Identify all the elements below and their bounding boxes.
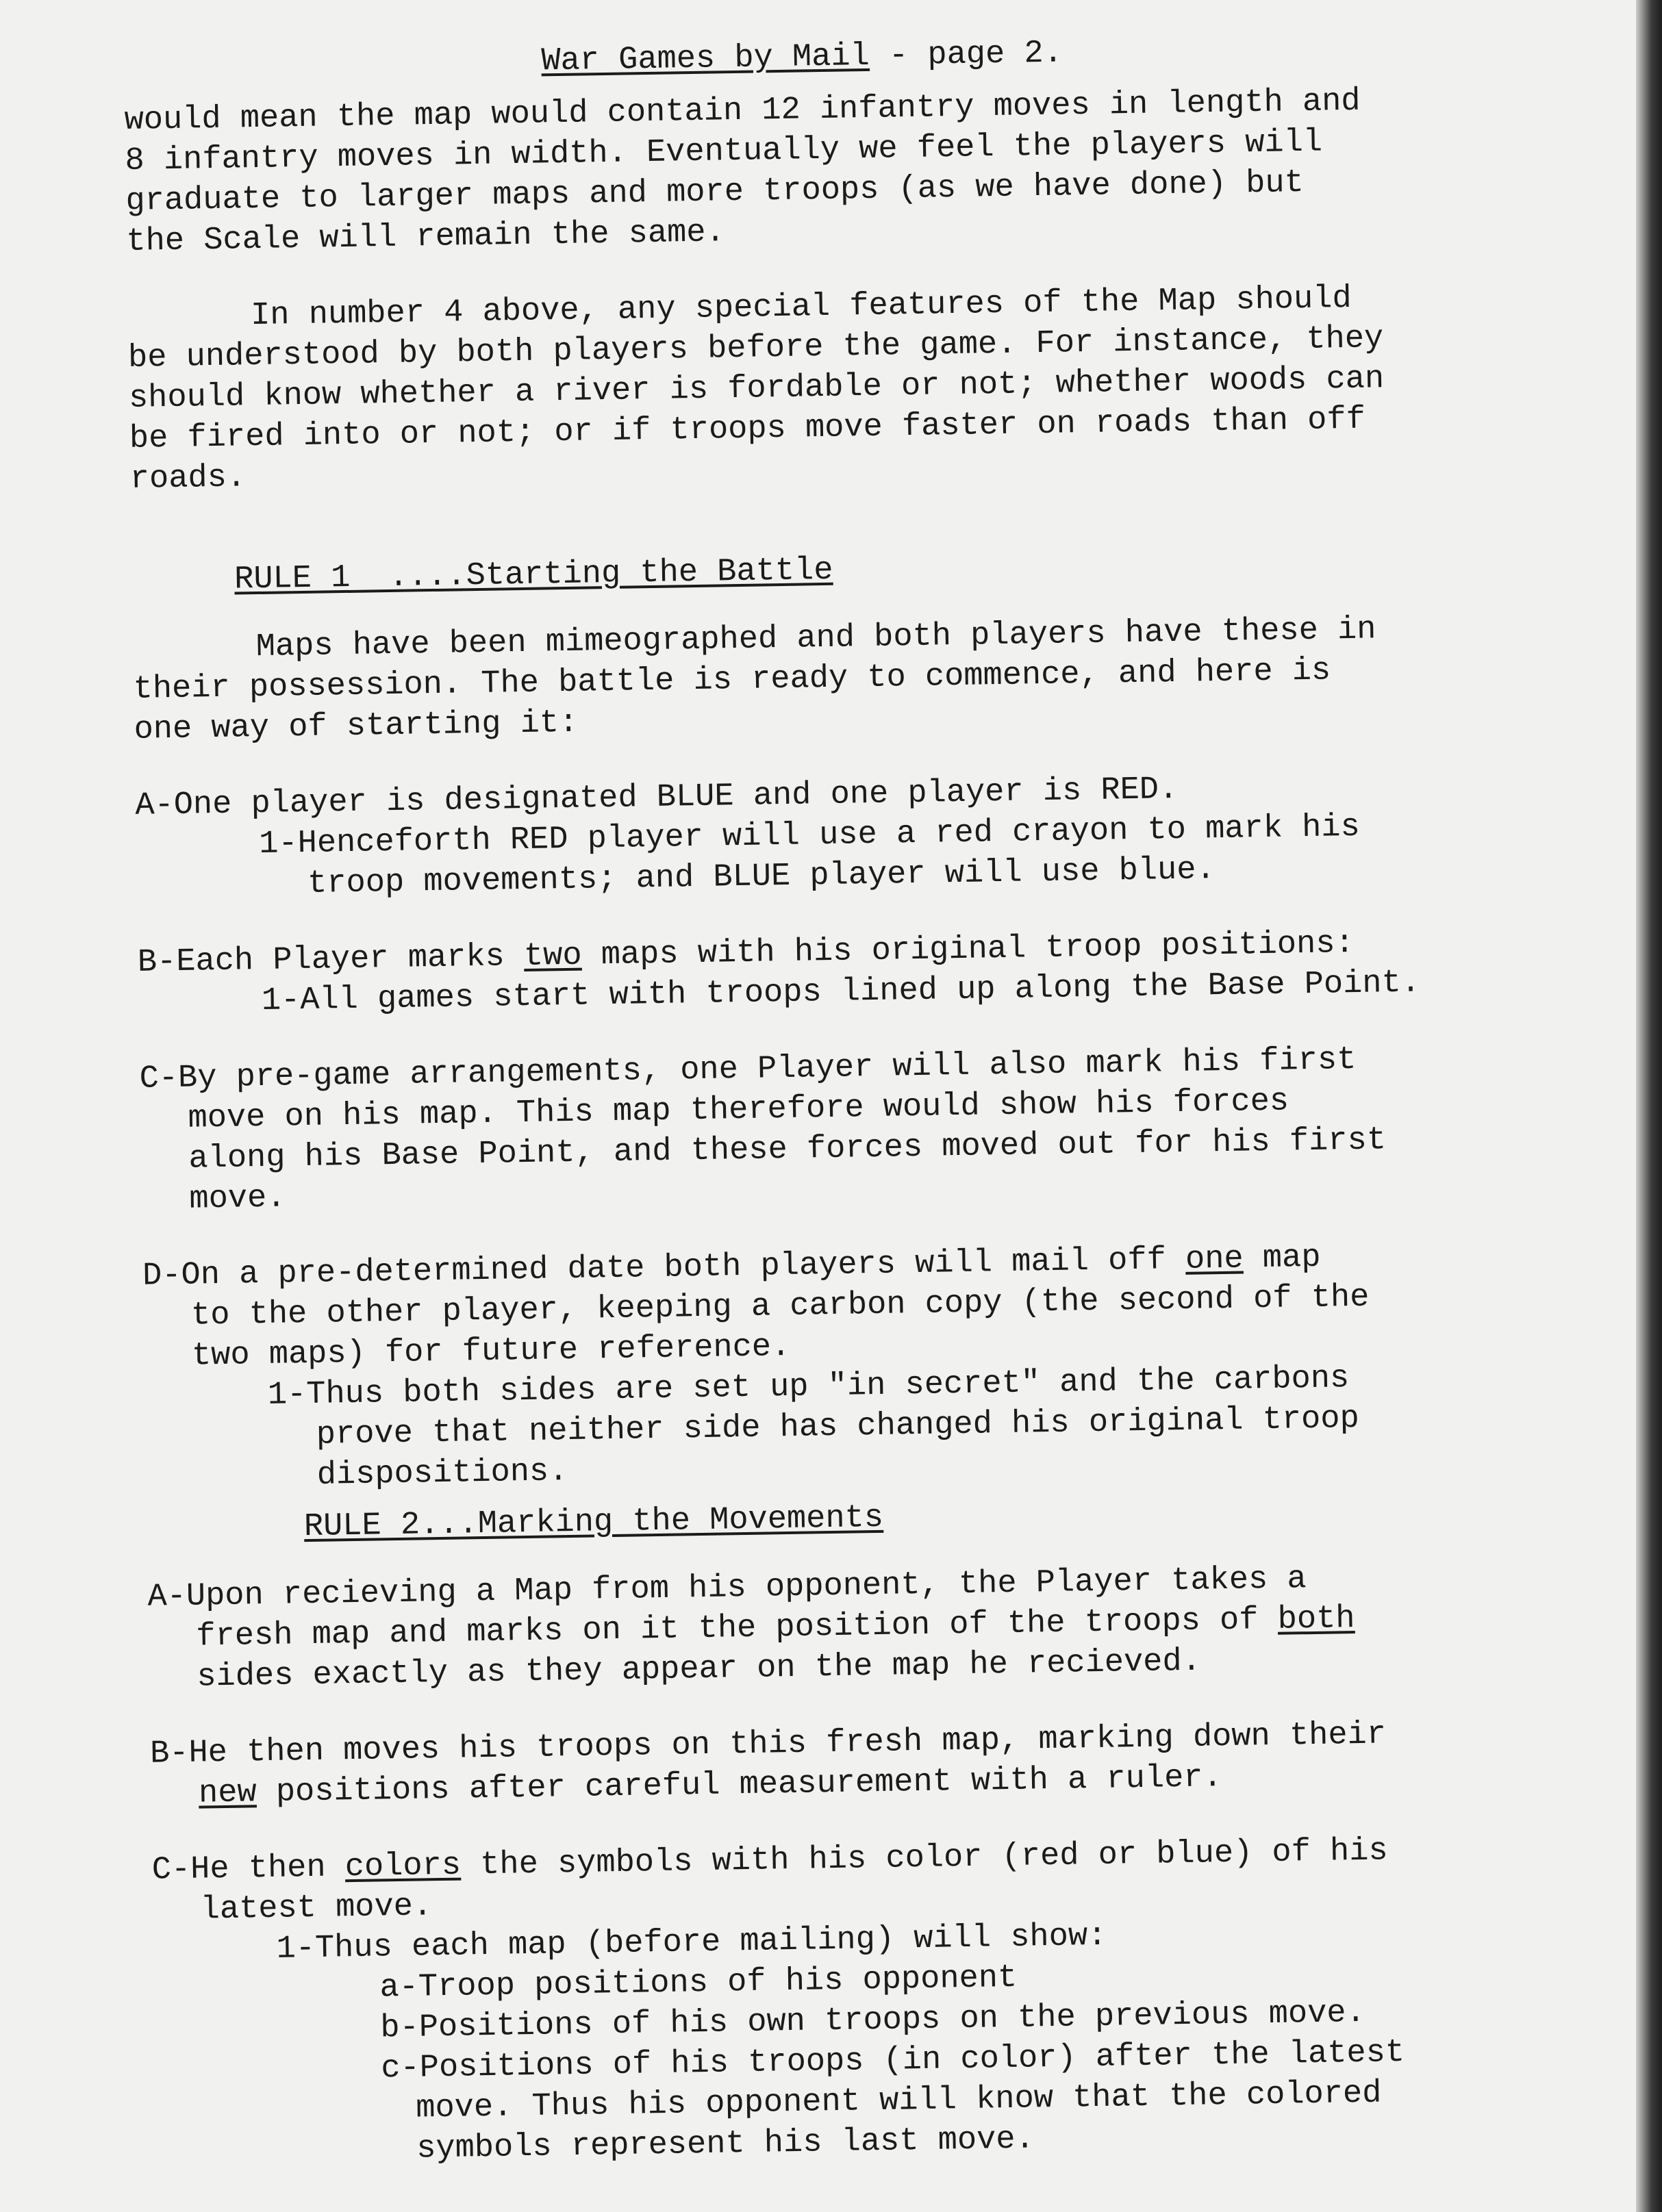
page-number: - page 2. bbox=[888, 35, 1063, 75]
text-line: symbols represent his last move. bbox=[416, 2121, 1035, 2167]
intro-paragraph-1 bbox=[124, 79, 1509, 262]
rule-2-item-b bbox=[150, 1712, 1535, 1815]
text-line: In number 4 above, any special features of the Map should bbox=[250, 280, 1352, 335]
text-line: be fired into or not; or if troops move faster on roads than off bbox=[129, 401, 1366, 457]
text-line: be understood by both players before the game. For instance, they bbox=[127, 320, 1384, 377]
text-line: move. Thus his opponent will know that the colored bbox=[415, 2075, 1382, 2127]
rule-1-heading: RULE 1 ....Starting the Battle bbox=[234, 552, 833, 598]
underlined-word: new bbox=[198, 1775, 257, 1812]
text-fragment: maps with his original troop positions: bbox=[581, 925, 1355, 974]
page-title: War Games by Mail bbox=[540, 38, 870, 80]
text-line: would mean the map would contain 12 infantry moves in length and bbox=[124, 83, 1361, 139]
text-line: prove that neither side has changed his original troop bbox=[316, 1400, 1360, 1453]
rule-1-item-a bbox=[135, 764, 1520, 907]
underlined-word: one bbox=[1185, 1241, 1244, 1278]
rule-1-item-d bbox=[142, 1234, 1529, 1499]
rule-2-item-c bbox=[151, 1829, 1539, 2174]
text-fragment: map bbox=[1243, 1239, 1321, 1277]
text-line: two maps) for future reference. bbox=[191, 1328, 791, 1375]
typed-text-block bbox=[123, 26, 1540, 2209]
text-line: A-Upon recieving a Map from his opponent, the Player takes a bbox=[147, 1561, 1307, 1616]
text-fragment: the symbols with his color (red or blue) of his bbox=[460, 1833, 1389, 1884]
text-fragment: B-Each Player marks bbox=[137, 938, 525, 981]
text-line: C-By pre-game arrangements, one Player will also mark his first bbox=[139, 1041, 1357, 1097]
text-line: Maps have been mimeographed and both players have these in bbox=[255, 611, 1376, 666]
text-fragment: D-On a pre-determined date both players will mail off bbox=[142, 1241, 1186, 1295]
rule-1-intro bbox=[132, 607, 1518, 750]
underlined-word: both bbox=[1277, 1601, 1355, 1638]
underlined-word: two bbox=[523, 937, 583, 975]
text-line: 1-All games start with troops lined up along the Base Point. bbox=[261, 965, 1421, 1019]
text-line: c-Positions of his troops (in color) after the latest bbox=[380, 2034, 1405, 2087]
text-line: A-One player is designated BLUE and one player is RED. bbox=[134, 771, 1179, 824]
rule-1-item-b bbox=[138, 921, 1522, 1024]
text-line: 1-Henceforth RED player will use a red crayon to mark his bbox=[258, 809, 1361, 863]
rule-1-item-c bbox=[139, 1037, 1524, 1221]
page-edge-shadow bbox=[1636, 0, 1662, 2212]
rule-2-heading: RULE 2...Marking the Movements bbox=[303, 1499, 884, 1546]
text-fragment: positions after careful measurement with a ruler. bbox=[256, 1759, 1223, 1811]
text-line: move on his map. This map therefore would show his forces bbox=[188, 1083, 1289, 1137]
text-fragment: fresh map and marks on it the position of the troops of bbox=[196, 1601, 1279, 1655]
text-line: dispositions. bbox=[316, 1453, 568, 1494]
text-line: b-Positions of his own troops on the previous move. bbox=[380, 1994, 1366, 2047]
text-line: latest move. bbox=[200, 1888, 433, 1929]
text-line: along his Base Point, and these forces moved out for his first bbox=[188, 1122, 1387, 1178]
text-line: troop movements; and BLUE player will use blue. bbox=[307, 852, 1216, 902]
text-line: one way of starting it: bbox=[134, 704, 579, 748]
text-line: B-He then moves his troops on this fresh map, marking down their bbox=[149, 1716, 1387, 1772]
text-fragment: C-He then bbox=[151, 1849, 346, 1889]
text-line: 1-Thus each map (before mailing) will show: bbox=[276, 1918, 1107, 1968]
text-line: a-Troop positions of his opponent bbox=[379, 1959, 1018, 2007]
text-line: the Scale will remain the same. bbox=[126, 214, 726, 260]
intro-paragraph-2 bbox=[127, 276, 1513, 500]
rule-2-item-a bbox=[147, 1555, 1533, 1699]
underlined-word: colors bbox=[344, 1847, 462, 1886]
text-line: sides exactly as they appear on the map he recieved. bbox=[196, 1643, 1202, 1696]
text-line: graduate to larger maps and more troops (as we have done) but bbox=[125, 164, 1305, 220]
text-line: 8 infantry moves in width. Eventually we feel the players will bbox=[125, 124, 1323, 179]
text-line: move. bbox=[189, 1180, 286, 1218]
text-line: their possession. The battle is ready to commence, and here is bbox=[133, 652, 1331, 708]
text-line: roads. bbox=[129, 459, 247, 498]
page-header bbox=[123, 26, 1507, 88]
text-line: should know whether a river is fordable or not; whether woods can bbox=[128, 361, 1385, 417]
text-line: 1-Thus both sides are set up "in secret" and the carbons bbox=[267, 1360, 1350, 1414]
text-line: to the other player, keeping a carbon copy (the second of the bbox=[190, 1279, 1370, 1334]
